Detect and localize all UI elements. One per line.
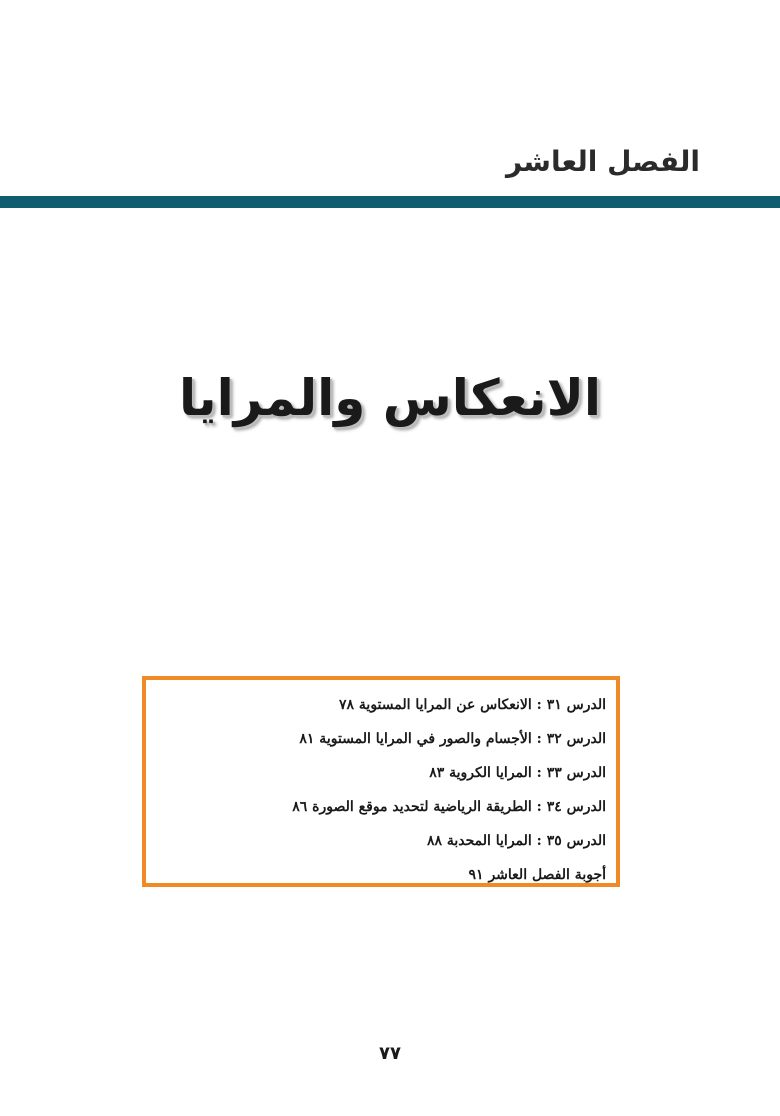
toc-item-lesson-34: الدرس ٣٤ : الطريقة الرياضية لتحديد موقع الصورة ٨٦ [292, 799, 606, 815]
page-title: الانعكاس والمرايا [179, 368, 601, 427]
chapter-divider [0, 196, 780, 208]
chapter-label: الفصل العاشر [506, 145, 700, 178]
page-number: ٧٧ [379, 1043, 401, 1064]
toc-item-lesson-33: الدرس ٣٣ : المرايا الكروية ٨٣ [429, 765, 606, 781]
toc-item-lesson-31: الدرس ٣١ : الانعكاس عن المرايا المستوية ٧٨ [339, 697, 606, 713]
toc-item-lesson-35: الدرس ٣٥ : المرايا المحدبة ٨٨ [426, 833, 606, 849]
toc-item-lesson-32: الدرس ٣٢ : الأجسام والصور في المرايا المستوية ٨١ [299, 731, 606, 747]
toc-list [146, 680, 616, 892]
table-of-contents [142, 676, 620, 887]
toc-item-answers: أجوبة الفصل العاشر ٩١ [468, 867, 606, 883]
